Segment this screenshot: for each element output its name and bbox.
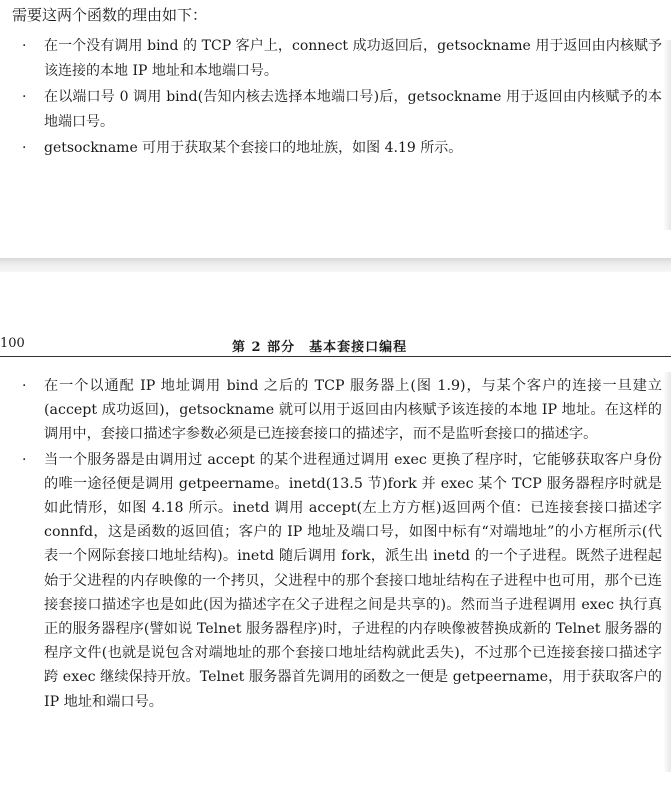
list-item <box>22 448 662 714</box>
bottom-page <box>0 272 671 795</box>
intro-text: 需要这两个函数的理由如下： <box>12 6 208 24</box>
bullet-icon: · <box>22 378 27 394</box>
list-item-text: 在一个没有调用 bind 的 TCP 客户上，connect 成功返回后，getsockname 用于返回由内核赋予该连接的本地 IP 地址和本地端口号。 <box>44 38 662 79</box>
list-item <box>22 374 662 447</box>
page-gap <box>0 258 671 272</box>
list-item <box>22 136 662 161</box>
header-rule <box>0 356 671 357</box>
bullet-icon: · <box>22 451 27 468</box>
page-edge-shadow <box>663 372 671 772</box>
list-item <box>22 34 662 84</box>
list-item-text: 当一个服务器是由调用过 accept 的某个进程通过调用 exec 更换了程序时，它能够获取客户身份的唯一途径便是调用 getpeername。inetd(13.5 节)fork 并 exec 某个 TCP 服务器程序时就是如此情形，如图 4.18 所示。inetd 调用 accept(左上方方框)返回两个值：已连接套接口描述字 connfd，这是函数的返回值；客户的 IP 地址及端口号，如图中标有“对端地址”的小方框所示(代表一个网际套接口地址结构)。inetd 随后调用 fork，派生出 inetd 的一个子进程。既然子进程起始于父进程的内存映像的一个拷贝，父进程中的那个套接口地址结构在子进程中也可用，那个已连接套接口描述字也是如此(因为描述字在父子进程之间是共享的)。然而当子进程调用 exec 执行真正的服务器程序(譬如说 Telnet 服务器程序)时，子进程的内存映像被替换成新的 Telnet 服务器的程序文件(也就是说包含对端地址的那个套接口地址结构就此丢失)，不过那个已连接套接口描述字跨 exec 继续保持开放。Telnet 服务器首先调用的函数之一便是 getpeername，用于获取客户的 IP 地址和端口号。 <box>44 451 662 710</box>
list-item-text: 在一个以通配 IP 地址调用 bind 之后的 TCP 服务器上(图 1.9)，与某个客户的连接一旦建立(accept 成功返回)，getsockname 就可以用于返回由内核赋予该连接的本地 IP 地址。在这样的调用中，套接口描述字参数必须是已连接套接口的描述字，而不是监听套接口的描述字。 <box>44 378 662 443</box>
running-header: 第 2 部分 基本套接口编程 <box>232 340 408 355</box>
page-number: 100 <box>0 336 25 351</box>
bullet-icon: · <box>22 89 27 105</box>
page-edge-shadow <box>663 40 671 230</box>
list-item <box>22 85 662 135</box>
top-page <box>0 0 671 258</box>
list-item-text: 在以端口号 0 调用 bind(告知内核去选择本地端口号)后，getsockname 用于返回由内核赋予的本地端口号。 <box>44 89 662 130</box>
bullet-icon: · <box>22 140 27 156</box>
bullet-list-bottom <box>22 374 662 715</box>
bullet-list-top <box>22 34 662 162</box>
list-item-text: getsockname 可用于获取某个套接口的地址族，如图 4.19 所示。 <box>44 140 463 156</box>
bullet-icon: · <box>22 38 27 54</box>
